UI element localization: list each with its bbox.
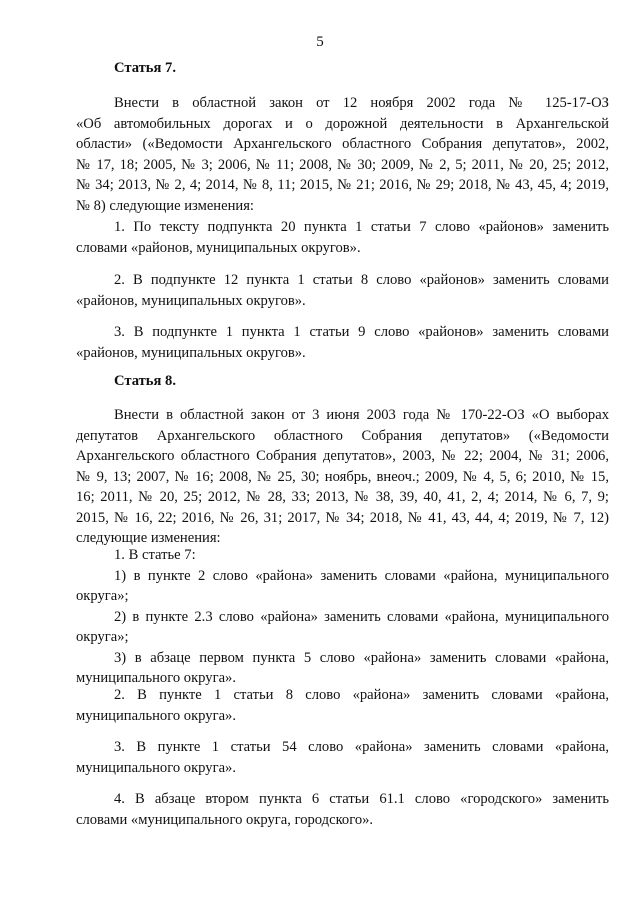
paragraph-line: муниципального округа».	[76, 670, 236, 686]
article-7-item-1	[76, 217, 609, 258]
paragraph-line: словами «районов, муниципальных округов».	[76, 239, 361, 256]
paragraph-line: муниципального округа».	[76, 707, 236, 724]
paragraph-line: № 8) следующие изменения:	[76, 197, 254, 214]
paragraph-line: 3. В подпункте 1 пункта 1 статьи 9 слово «районов» заменить словами	[114, 324, 609, 340]
paragraph-line: 16; 2011, № 20, 25; 2012, № 28, 33; 2013, № 38, 39, 40, 41, 2, 4; 2014, № 6, 7, 9;	[76, 489, 609, 505]
paragraph-line: № 34; 2013, № 2, 4; 2014, № 8, 11; 2015, № 21; 2016, № 29; 2018, № 43, 45, 4; 2019,	[76, 177, 609, 193]
page-number: 5	[316, 34, 324, 50]
paragraph-line: 2015, № 16, 22; 2016, № 26, 31; 2017, № 34; 2018, № 41, 43, 44, 4; 2019, № 7, 12)	[76, 509, 609, 526]
paragraph-line: 1. По тексту подпункта 20 пункта 1 статьи 7 слово «районов» заменить	[114, 219, 609, 235]
article-8-item-2	[76, 685, 609, 726]
paragraph-line: депутатов Архангельского областного Собрания депутатов» («Ведомости	[76, 427, 609, 444]
paragraph-line: № 17, 18; 2005, № 3; 2006, № 11; 2008, № 30; 2009, № 2, 5; 2011, № 20, 25; 2012,	[76, 156, 609, 173]
paragraph-line: Внести в областной закон от 12 ноября 2002 года № 125-17-ОЗ	[114, 95, 609, 111]
article-8-intro	[76, 405, 609, 549]
article-8-item-4	[76, 789, 609, 830]
paragraph-line: 2. В подпункте 12 пункта 1 статьи 8 слово «районов» заменить словами	[114, 272, 609, 288]
paragraph-line: муниципального округа».	[76, 759, 236, 776]
article-7-item-2	[76, 270, 609, 311]
paragraph-line: округа»;	[76, 629, 129, 645]
article-7-heading: Статья 7.	[114, 60, 176, 76]
paragraph-line: № 9, 13; 2007, № 16; 2008, № 25, 30; ноябрь, внеоч.; 2009, № 4, 5, 6; 2010, № 15,	[76, 468, 609, 485]
article-7-item-3	[76, 322, 609, 363]
paragraph-line: 1) в пункте 2 слово «района» заменить словами «района, муниципального	[114, 567, 609, 584]
paragraph-line: «районов, муниципальных округов».	[76, 292, 306, 309]
article-8-item-3	[76, 737, 609, 778]
paragraph-line: Архангельского областного Собрания депутатов», 2003, № 22; 2004, № 31; 2006,	[76, 448, 609, 464]
paragraph-line: области» («Ведомости Архангельского областного Собрания депутатов», 2002,	[76, 136, 609, 152]
paragraph-line: 3. В пункте 1 статьи 54 слово «района» заменить словами «района,	[114, 739, 609, 755]
paragraph-line: 2) в пункте 2.3 слово «района» заменить словами «района, муниципального	[114, 608, 609, 625]
paragraph-line: 4. В абзаце втором пункта 6 статьи 61.1 слово «городского» заменить	[114, 791, 609, 807]
paragraph-line: Внести в областной закон от 3 июня 2003 года № 170-22-ОЗ «О выборах	[114, 407, 609, 423]
paragraph-line: словами «муниципального округа, городского».	[76, 811, 374, 828]
article-7-intro	[76, 93, 609, 216]
paragraph-line: «районов, муниципальных округов».	[76, 344, 306, 361]
paragraph-line: 1. В статье 7:	[114, 547, 196, 563]
paragraph-line: 2. В пункте 1 статьи 8 слово «района» заменить словами «района,	[114, 687, 609, 703]
paragraph-line: округа»;	[76, 588, 129, 604]
article-8-heading: Статья 8.	[114, 373, 176, 389]
article-8-item-1	[76, 545, 609, 689]
paragraph-line: «Об автомобильных дорогах и о дорожной деятельности в Архангельской	[76, 115, 609, 132]
paragraph-line: 3) в абзаце первом пункта 5 слово «района» заменить словами «района,	[114, 649, 609, 666]
paragraph-line: следующие изменения:	[76, 530, 221, 546]
